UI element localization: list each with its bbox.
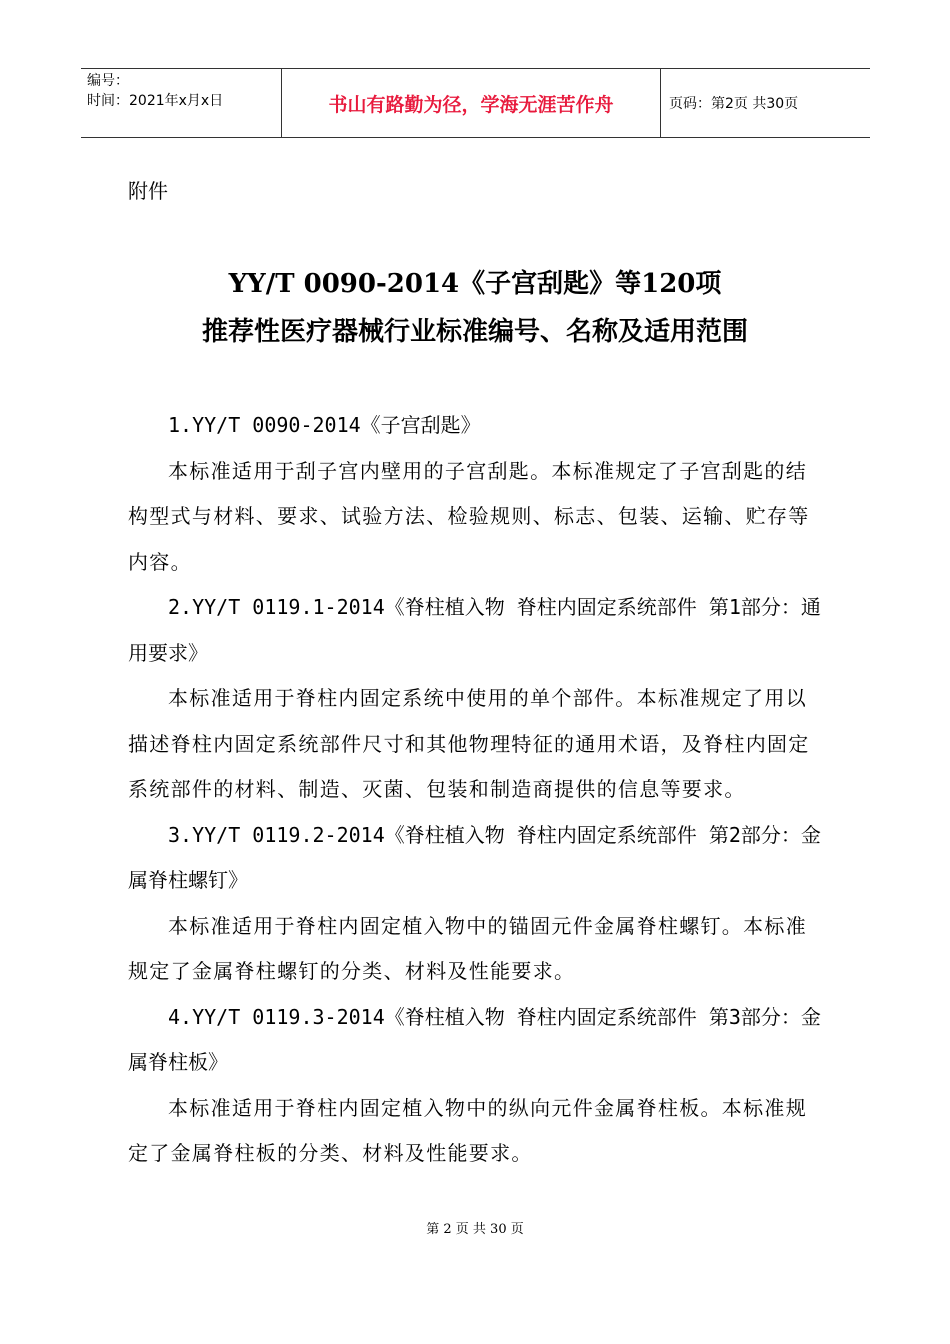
- document-title-line1: YY/T 0090-2014《子宫刮匙》等120项: [228, 269, 722, 299]
- standard-heading: 3.YY/T 0119.2-2014《脊柱植入物 脊柱内固定系统部件 第2部分：金属脊柱螺钉》: [128, 822, 821, 892]
- standard-description: 本标准适用于脊柱内固定系统中使用的单个部件。本标准规定了用以描述脊柱内固定系统部件尺寸和其他物理特征的通用术语，及脊柱内固定系统部件的材料、制造、灭菌、包装和制造商提供的信息等要求。: [128, 686, 810, 801]
- standards-list: [128, 403, 828, 1177]
- standard-description: 本标准适用于脊柱内固定植入物中的锚固元件金属脊柱螺钉。本标准规定了金属脊柱螺钉的分类、材料及性能要求。: [128, 913, 807, 983]
- standard-description: 本标准适用于脊柱内固定植入物中的纵向元件金属脊柱板。本标准规定了金属脊柱板的分类、材料及性能要求。: [128, 1095, 807, 1165]
- page-header: [81, 68, 870, 138]
- standard-description: 本标准适用于刮子宫内壁用的子宫刮匙。本标准规定了子宫刮匙的结构型式与材料、要求、试验方法、检验规则、标志、包装、运输、贮存等内容。: [128, 458, 810, 574]
- date-label: 时间：2021年x月x日: [87, 93, 224, 109]
- standard-heading: 1.YY/T 0090-2014《子宫刮匙》: [168, 413, 481, 437]
- standard-heading: 2.YY/T 0119.1-2014《脊柱植入物 脊柱内固定系统部件 第1部分：通用要求》: [128, 595, 821, 665]
- header-meta: [81, 69, 281, 137]
- standard-heading: 4.YY/T 0119.3-2014《脊柱植入物 脊柱内固定系统部件 第3部分：金属脊柱板》: [128, 1004, 821, 1074]
- document-title-line2: 推荐性医疗器械行业标准编号、名称及适用范围: [201, 317, 748, 347]
- header-motto: 书山有路勤为径，学海无涯苦作舟: [281, 69, 661, 137]
- attachment-label: 附件: [128, 179, 168, 203]
- header-page-info: 页码：第2页 共30页: [669, 96, 799, 112]
- page-footer: 第 2 页 共 30 页: [426, 1222, 524, 1237]
- number-label: 编号：: [87, 73, 129, 89]
